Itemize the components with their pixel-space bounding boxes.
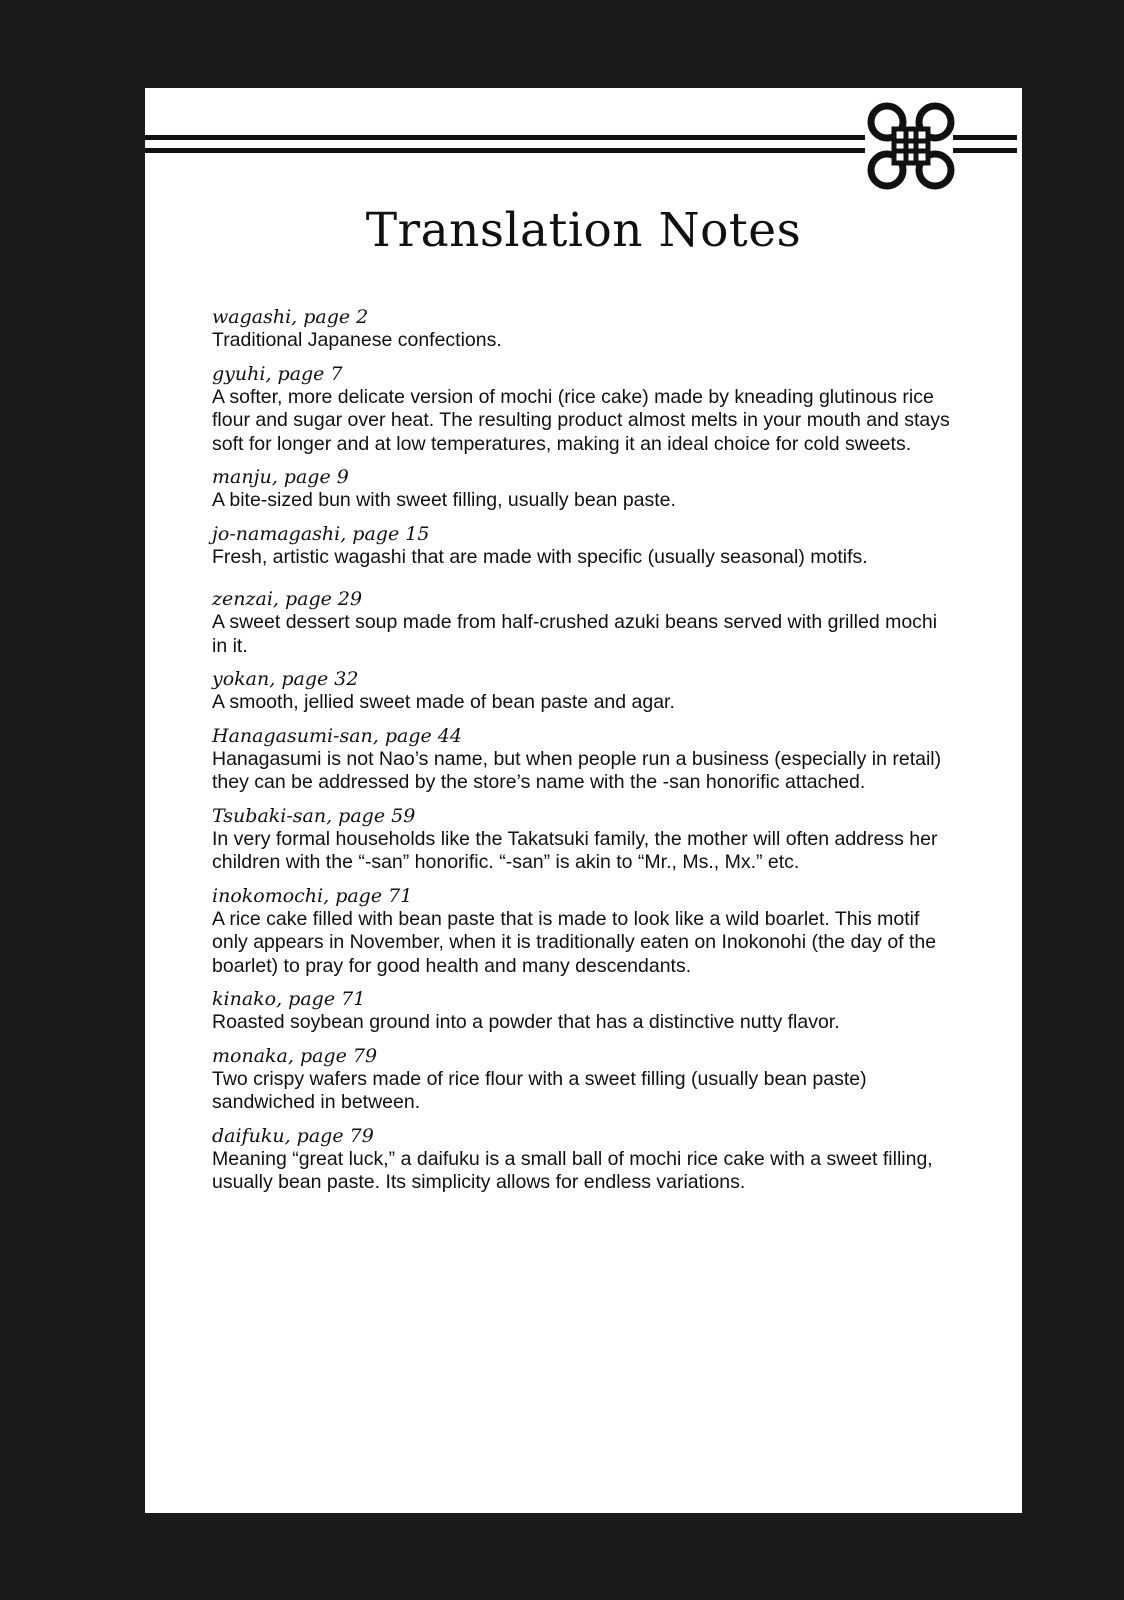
note-item bbox=[212, 465, 952, 513]
note-term: inokomochi, page 71 bbox=[212, 884, 413, 907]
note-item bbox=[212, 987, 952, 1035]
note-item bbox=[212, 1124, 952, 1195]
note-item bbox=[212, 587, 952, 658]
header-rule-bottom bbox=[145, 148, 865, 153]
note-item bbox=[212, 522, 952, 570]
note-term: daifuku, page 79 bbox=[212, 1124, 374, 1147]
note-description: A smooth, jellied sweet made of bean paste and agar. bbox=[212, 691, 675, 713]
note-term: gyuhi, page 7 bbox=[212, 362, 343, 385]
note-term: zenzai, page 29 bbox=[212, 588, 363, 610]
note-term: kinako, page 71 bbox=[212, 988, 366, 1010]
note-term: Tsubaki-san, page 59 bbox=[212, 804, 416, 827]
note-item bbox=[212, 305, 952, 353]
note-term: yokan, page 32 bbox=[212, 668, 359, 690]
note-term: monaka, page 79 bbox=[212, 1044, 378, 1067]
note-item bbox=[212, 1044, 952, 1115]
note-description: Meaning “great luck,” a daifuku is a small ball of mochi rice cake with a sweet filling, usually bean paste. Its simplicity allows for endless variations. bbox=[212, 1147, 933, 1193]
note-description: Two crispy wafers made of rice flour with a sweet filling (usually bean paste) sandwiched in between. bbox=[212, 1067, 867, 1113]
header-rule-right-top bbox=[953, 135, 1017, 140]
note-item bbox=[212, 362, 952, 457]
header-rule-right-bottom bbox=[953, 148, 1017, 153]
note-description: A rice cake filled with bean paste that is made to look like a wild boarlet. This motif only appears in November, when it is traditionally eaten on Inokonohi (the day of the boarlet) to pray for good health and many descendants. bbox=[212, 907, 937, 977]
note-item bbox=[212, 667, 952, 715]
knot-crest-icon bbox=[863, 98, 959, 194]
note-item bbox=[212, 724, 952, 795]
note-term: wagashi, page 2 bbox=[212, 306, 369, 328]
note-term: Hanagasumi-san, page 44 bbox=[212, 724, 462, 747]
document-page bbox=[145, 88, 1022, 1513]
note-term: jo-namagashi, page 15 bbox=[212, 522, 430, 545]
note-description: A bite-sized bun with sweet filling, usually bean paste. bbox=[212, 489, 676, 511]
note-description: Roasted soybean ground into a powder that has a distinctive nutty flavor. bbox=[212, 1011, 840, 1033]
header-rule-top bbox=[145, 135, 865, 140]
note-description: A sweet dessert soup made from half-crushed azuki beans served with grilled mochi in it. bbox=[212, 611, 938, 657]
note-description: Traditional Japanese confections. bbox=[212, 329, 502, 351]
page-title: Translation Notes bbox=[365, 203, 802, 258]
note-description: A softer, more delicate version of mochi (rice cake) made by kneading glutinous rice flour and sugar over heat. The resulting product almost melts in your mouth and stays soft for longer and at low temperatures, making it an ideal choice for cold sweets. bbox=[212, 385, 950, 455]
notes-list bbox=[212, 305, 952, 1204]
note-item bbox=[212, 804, 952, 875]
note-term: manju, page 9 bbox=[212, 466, 349, 488]
note-item bbox=[212, 884, 952, 979]
note-description: Fresh, artistic wagashi that are made with specific (usually seasonal) motifs. bbox=[212, 545, 868, 568]
note-description: Hanagasumi is not Nao’s name, but when people run a business (especially in retail) they can be addressed by the store’s name with the -san honorific attached. bbox=[212, 747, 942, 793]
note-description: In very formal households like the Takatsuki family, the mother will often address her children with the “-san” honorific. “-san” is akin to “Mr., Ms., Mx.” etc. bbox=[212, 827, 938, 873]
